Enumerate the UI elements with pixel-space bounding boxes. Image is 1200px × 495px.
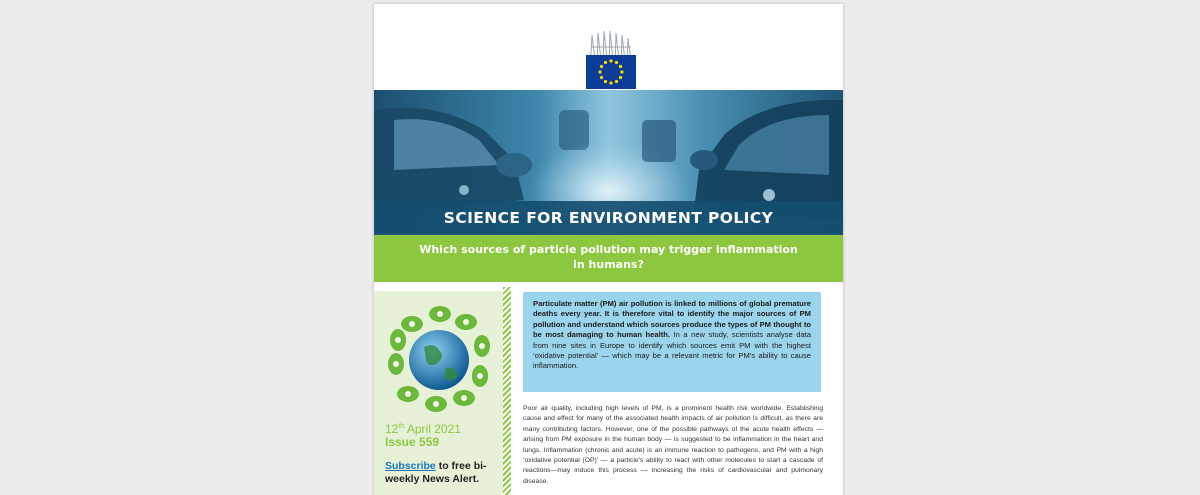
subscribe-link[interactable]: Subscribe — [385, 460, 436, 472]
date-day: 12 — [385, 422, 399, 436]
issue-number: Issue 559 — [385, 435, 440, 449]
article-headline: Which sources of particle pollution may trigger inflammation in humans? — [419, 243, 798, 271]
subscribe-text — [385, 460, 507, 486]
issue-date — [385, 422, 461, 436]
summary-bold-text: Particulate matter (PM) air pollution is linked to millions of global premature deaths every year. It is therefore vital to identify the major sources of PM pollution and understand which sources produce the types of PM thought to be most damaging to human health. — [533, 299, 811, 340]
earth-globe-icon — [384, 302, 496, 414]
summary-box — [523, 292, 821, 392]
body-paragraph: Poor air quality, including high levels of PM, is a prominent health risk worldwide. Establishing cause and effect for many of the associated health impacts of air pollution is difficult, as there are many contributing factors. However, one of the possible pathways of the acute health effects — arising from PM exposure in the human body — is suggested to be inflammation in the heart and lungs. Inflammation (chronic and acute) is an immune reaction to pathogens, and PM with a high ‘oxidative potential (OP)’ — a particle's ability to react with other molecules to start a cascade of reactions—may induce this process — increasing the risks of cardiovascular and pulmonary disease. — [523, 405, 823, 485]
eu-flag-icon — [586, 55, 636, 89]
date-month-year: April 2021 — [404, 422, 461, 436]
publication-title: SCIENCE FOR ENVIRONMENT POLICY — [443, 209, 774, 227]
subscribe-rest: to free bi-weekly News Alert. — [385, 460, 487, 485]
newsletter-page — [374, 4, 843, 495]
date-suffix: th — [398, 423, 405, 430]
summary-text: In a new study, scientists analyse data from nine sites in Europe to identify which sources emit PM with the highest ‘oxidative potential’ — which may be a relevant metric for PM's ability to cause inflammation. — [533, 330, 811, 371]
